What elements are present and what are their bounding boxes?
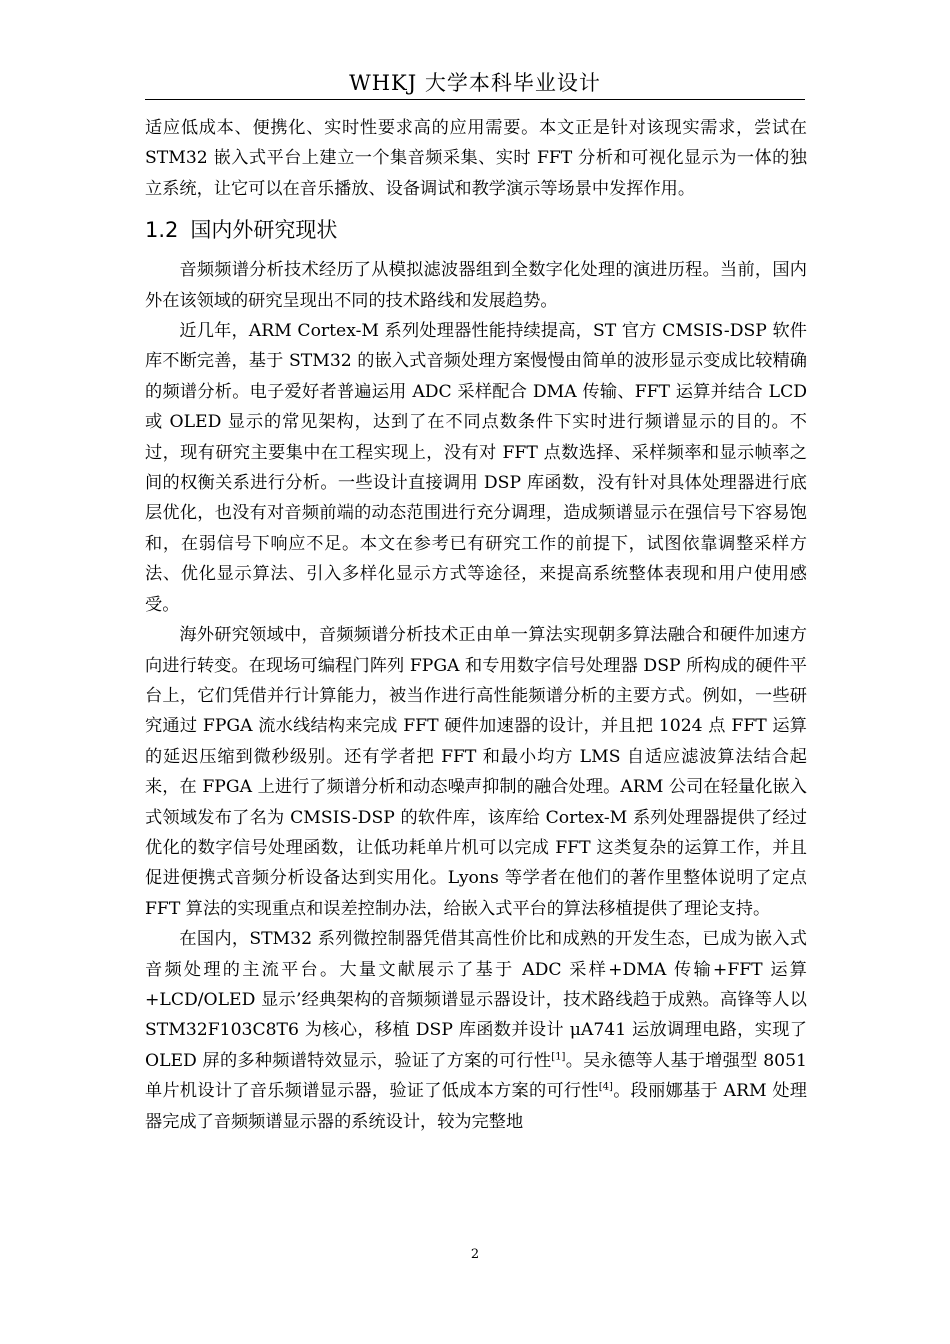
citation-ref[interactable]: [1] bbox=[551, 1051, 566, 1063]
page-header-title: WHKJ 大学本科毕业设计 bbox=[349, 71, 601, 95]
continuation-paragraph: 适应低成本、便携化、实时性要求高的应用需要。本文正是针对该现实需求，尝试在 STM32 嵌入式平台上建立一个集音频采集、实时 FFT 分析和可视化显示为一体的独立系统，让它可以在音乐播放、设备调试和教学演示等场景中发挥作用。 bbox=[145, 118, 807, 199]
section-title: 国内外研究现状 bbox=[190, 218, 338, 243]
body-text bbox=[145, 113, 807, 1137]
section-heading bbox=[145, 213, 807, 247]
paragraph: 海外研究领域中，音频频谱分析技术正由单一算法实现朝多算法融合和硬件加速方向进行转变。在现场可编程门阵列 FPGA 和专用数字信号处理器 DSP 所构成的硬件平台上，它们凭借并行计算能力，被当作进行高性能频谱分析的主要方式。例如，一些研究通过 FPGA 流水线结构来完成 FFT 硬件加速器的设计，并且把 1024 点 FFT 运算的延迟压缩到微秒级别。还有学者把 FFT 和最小均方 LMS 自适应滤波算法结合起来，在 FPGA 上进行了频谱分析和动态噪声抑制的融合处理。ARM 公司在轻量化嵌入式领域发布了名为 CMSIS-DSP 的软件库，该库给 Cortex-M 系列处理器提供了经过优化的数字信号处理函数，让低功耗单片机可以完成 FFT 这类复杂的运算工作，并且促进便携式音频分析设备达到实用化。Lyons 等学者在他们的著作里整体说明了定点 FFT 算法的实现重点和误差控制办法，给嵌入式平台的算法移植提供了理论支持。 bbox=[145, 625, 807, 919]
paragraph: 音频频谱分析技术经历了从模拟滤波器组到全数字化处理的演进历程。当前，国内外在该领域的研究呈现出不同的技术路线和发展趋势。 bbox=[145, 260, 807, 311]
page-number: 2 bbox=[470, 1247, 480, 1262]
paragraph-text: 。段丽娜基于 ARM 处理器完成了音频频谱显示器的系统设计，较为完整地 bbox=[145, 1081, 807, 1132]
paragraph: 近几年，ARM Cortex-M 系列处理器性能持续提高，ST 官方 CMSIS-DSP 软件库不断完善，基于 STM32 的嵌入式音频处理方案慢慢由简单的波形显示变成比较精确的频谱分析。电子爱好者普遍运用 ADC 采样配合 DMA 传输、FFT 运算并结合 LCD 或 OLED 显示的常见架构，达到了在不同点数条件下实时进行频谱显示的目的。不过，现有研究主要集中在工程实现上，没有对 FFT 点数选择、采样频率和显示帧率之间的权衡关系进行分析。一些设计直接调用 DSP 库函数，没有针对具体处理器进行底层优化，也没有对音频前端的动态范围进行充分调理，造成频谱显示在强信号下容易饱和，在弱信号下响应不足。本文在参考已有研究工作的前提下，试图依靠调整采样方法、优化显示算法、引入多样化显示方式等途径，来提高系统整体表现和用户使用感受。 bbox=[145, 321, 807, 615]
paragraph-domestic bbox=[145, 924, 807, 1137]
header-divider bbox=[145, 99, 805, 100]
paragraph-text: 。吴永德等人基于增强型 8051 单片机设计了音乐频谱显示器，验证了低成本方案的可行性 bbox=[145, 1050, 807, 1102]
citation-ref[interactable]: [4] bbox=[598, 1081, 613, 1093]
section-number: 1.2 bbox=[145, 218, 179, 243]
paragraph-text: 在国内，STM32 系列微控制器凭借其高性价比和成熟的开发生态，已成为嵌入式音频处理的主流平台。大量文献展示了基于 ADC 采样+DMA 传输+FFT 运算+LCD/OLED 显示’经典架构的音频频谱显示器设计，技术路线趋于成熟。高锋等人以 STM32F103C8T6 为核心，移植 DSP 库函数并设计 μA741 运放调理电路，实现了 OLED 屏的多种频谱特效显示，验证了方案的可行性 bbox=[145, 929, 807, 1071]
